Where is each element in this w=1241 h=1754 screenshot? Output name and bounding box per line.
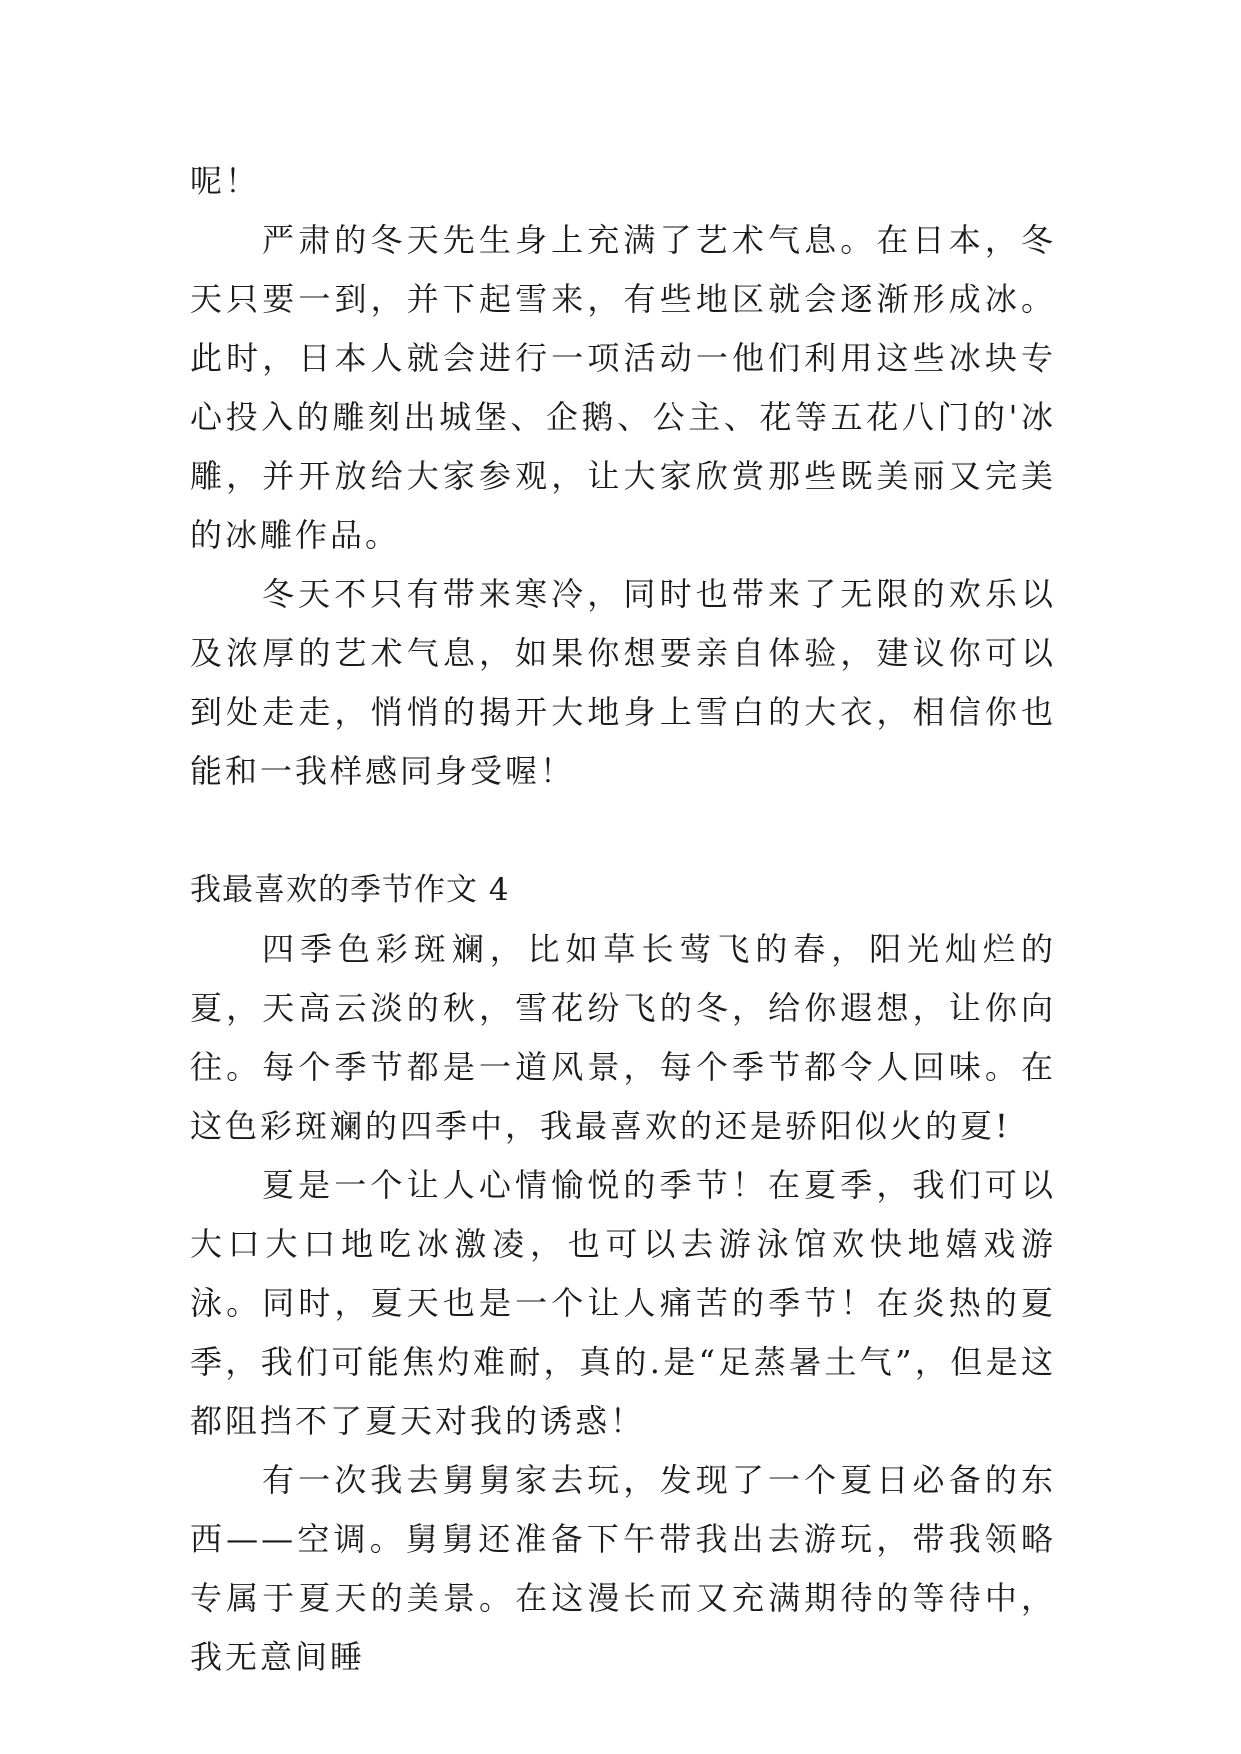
section-spacer	[190, 801, 1056, 861]
paragraph-winter-art: 严肃的冬天先生身上充满了艺术气息。在日本，冬天只要一到，并下起雪来，有些地区就会逐渐形成冰。此时，日本人就会进行一项活动一他们利用这些冰块专心投入的雕刻出城堡、企鹅、公主、花等五花八门的'冰雕，并开放给大家参观，让大家欣赏那些既美丽又完美的冰雕作品。	[190, 221, 1056, 554]
document-body	[190, 152, 1056, 1687]
paragraph-winter-conclusion: 冬天不只有带来寒冷，同时也带来了无限的欢乐以及浓厚的艺术气息，如果你想要亲自体验，建议你可以到处走走，悄悄的揭开大地身上雪白的大衣，相信你也能和一我样感同身受喔！	[190, 575, 1056, 790]
section-title: 我最喜欢的季节作文 4	[190, 872, 510, 908]
paragraph-continuation: 呢！	[190, 162, 261, 200]
paragraph-four-seasons: 四季色彩斑斓，比如草长莺飞的春，阳光灿烂的夏，天高云淡的秋，雪花纷飞的冬，给你遐想，让你向往。每个季节都是一道风景，每个季节都令人回味。在这色彩斑斓的四季中，我最喜欢的还是骄阳似火的夏!	[190, 930, 1056, 1145]
paragraph-summer: 夏是一个让人心情愉悦的季节！在夏季，我们可以大口大口地吃冰激凌，也可以去游泳馆欢快地嬉戏游泳。同时，夏天也是一个让人痛苦的季节！在炎热的夏季，我们可能焦灼难耐，真的.是“足蒸暑土气”，但是这都阻挡不了夏天对我的诱惑！	[190, 1166, 1056, 1440]
paragraph-uncle-visit: 有一次我去舅舅家去玩，发现了一个夏日必备的东西——空调。舅舅还准备下午带我出去游玩，带我领略专属于夏天的美景。在这漫长而又充满期待的等待中，我无意间睡	[190, 1461, 1056, 1676]
